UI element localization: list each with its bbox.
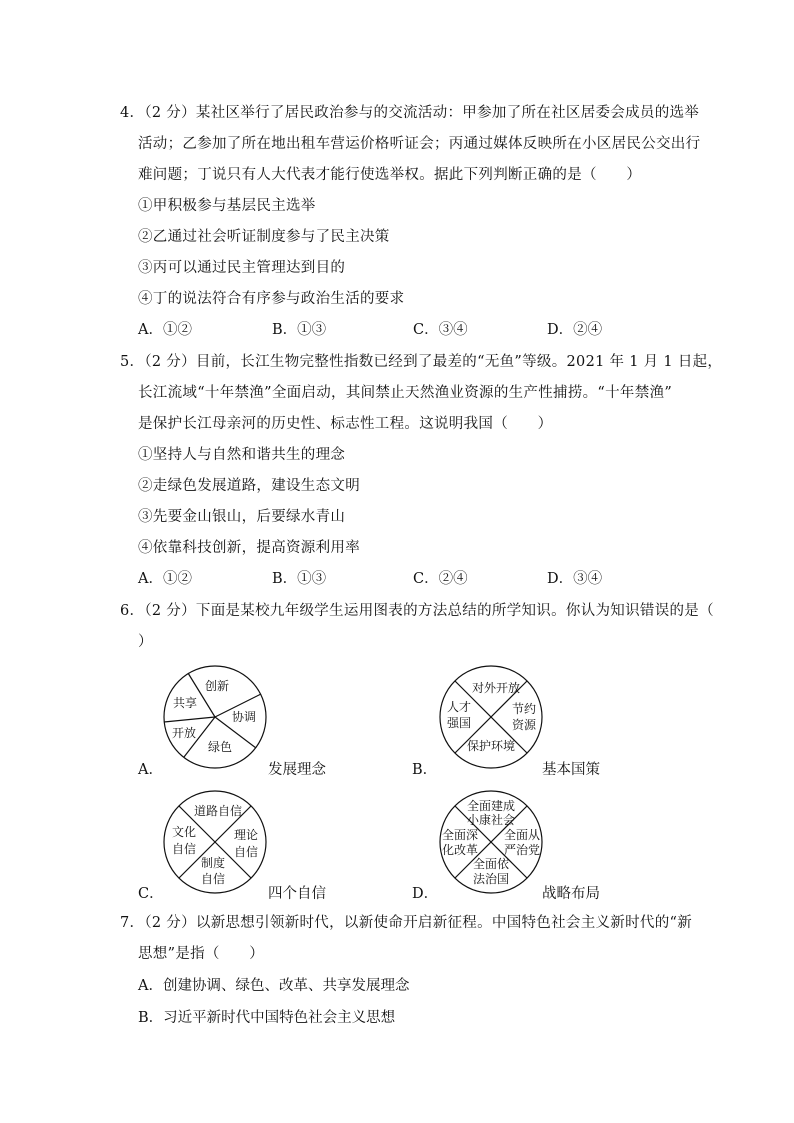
q7-stem-line-2: 思想”是指（ ） [138,946,265,962]
sector-a-4: 开放 [171,726,197,740]
sector-a-1: 创新 [204,679,230,693]
q4-stem-line-3: 难问题；丁说只有人大代表才能行使选举权。据此下列判断正确的是（ ） [138,167,642,183]
circle-diagram-d [436,789,546,899]
q6-option-d-letter[interactable]: D． [412,886,439,902]
q4-option-b[interactable]: B．①③ [272,322,327,338]
q5-option-d[interactable]: D．③④ [547,571,603,587]
q4-item-2: ②乙通过社会听证制度参与了民主决策 [138,229,390,245]
q4-item-3: ③丙可以通过民主管理达到目的 [138,260,346,276]
sector-d-4: 严治党 [503,843,541,857]
sector-b-5: 人才 [446,700,472,714]
q6-stem-line-1: 6．（2 分）下面是某校九年级学生运用图表的方法总结的所学知识。你认为知识错误的是（ [120,603,714,619]
caption-b: 基本国策 [542,762,600,778]
sector-c-7: 自信 [171,842,197,856]
sector-b-4: 保护环境 [466,739,516,753]
caption-d: 战略布局 [542,886,600,902]
sector-c-3: 自信 [233,845,259,859]
sector-c-1: 道路自信 [193,804,243,818]
q4-option-c[interactable]: C．③④ [413,322,468,338]
q7-stem-line-1: 7．（2 分）以新思想引领新时代，以新使命开启新征程。中国特色社会主义新时代的“新 [120,915,693,931]
sector-d-5: 全面依 [472,857,510,871]
sector-c-5: 自信 [200,872,226,886]
caption-a: 发展理念 [268,762,326,778]
q4-option-a[interactable]: A．①② [138,322,192,338]
q4-stem-line-2: 活动；乙参加了所在地出租车营运价格听证会；丙通过媒体反映所在小区居民公交出行 [138,136,701,152]
caption-c: 四个自信 [268,886,326,902]
sector-d-1: 全面建成 [466,799,516,813]
sector-c-2: 理论 [233,828,259,842]
q4-item-1: ①甲积极参与基层民主选举 [138,198,316,214]
sector-a-2: 协调 [231,710,257,724]
q6-option-a-letter[interactable]: A． [138,762,163,778]
q5-option-b[interactable]: B．①③ [272,571,327,587]
q5-item-3: ③先要金山银山，后要绿水青山 [138,509,346,525]
sector-a-3: 绿色 [207,740,233,754]
q5-stem-line-3: 是保护长江母亲河的历史性、标志性工程。这说明我国（ ） [138,416,553,432]
q4-item-4: ④丁的说法符合有序参与政治生活的要求 [138,291,405,307]
q5-stem-line-1: 5．（2 分）目前，长江生物完整性指数已经到了最差的“无鱼”等级。2021 年 1 月 1 日起， [120,354,723,370]
q5-stem-line-2: 长江流域“十年禁渔”全面启动，其间禁止天然渔业资源的生产性捕捞。“十年禁渔” [138,385,673,401]
q4-option-d[interactable]: D．②④ [547,322,603,338]
sector-b-6: 强国 [446,716,472,730]
q5-item-2: ②走绿色发展道路，建设生态文明 [138,478,360,494]
q5-option-a[interactable]: A．①② [138,571,192,587]
q4-stem-line-1: 4．（2 分）某社区举行了居民政治参与的交流活动：甲参加了所在社区居委会成员的选举 [120,105,700,121]
circle-diagram-b [436,664,546,774]
sector-b-2: 节约 [511,702,537,716]
sector-c-6: 文化 [171,825,197,839]
sector-c-4: 制度 [200,856,226,870]
sector-d-2: 小康社会 [466,813,516,827]
q5-option-c[interactable]: C．②④ [413,571,468,587]
sector-a-5: 共享 [172,696,198,710]
q6-option-b-letter[interactable]: B． [412,762,438,778]
q6-option-c-letter[interactable]: C． [138,886,164,902]
q6-stem-line-2: ） [138,634,153,650]
q7-option-a[interactable]: A．创建协调、绿色、改革、共享发展理念 [138,978,410,994]
sector-d-8: 化改革 [441,843,479,857]
sector-b-1: 对外开放 [471,681,521,695]
sector-d-6: 法治国 [472,872,510,886]
sector-d-3: 全面从 [503,828,541,842]
q5-item-4: ④依靠科技创新，提高资源利用率 [138,540,360,556]
sector-d-7: 全面深 [441,828,479,842]
q5-item-1: ①坚持人与自然和谐共生的理念 [138,447,346,463]
sector-b-3: 资源 [511,718,537,732]
q7-option-b[interactable]: B．习近平新时代中国特色社会主义思想 [138,1010,396,1026]
circle-diagram-c [160,789,270,899]
circle-diagram-a [160,664,270,774]
